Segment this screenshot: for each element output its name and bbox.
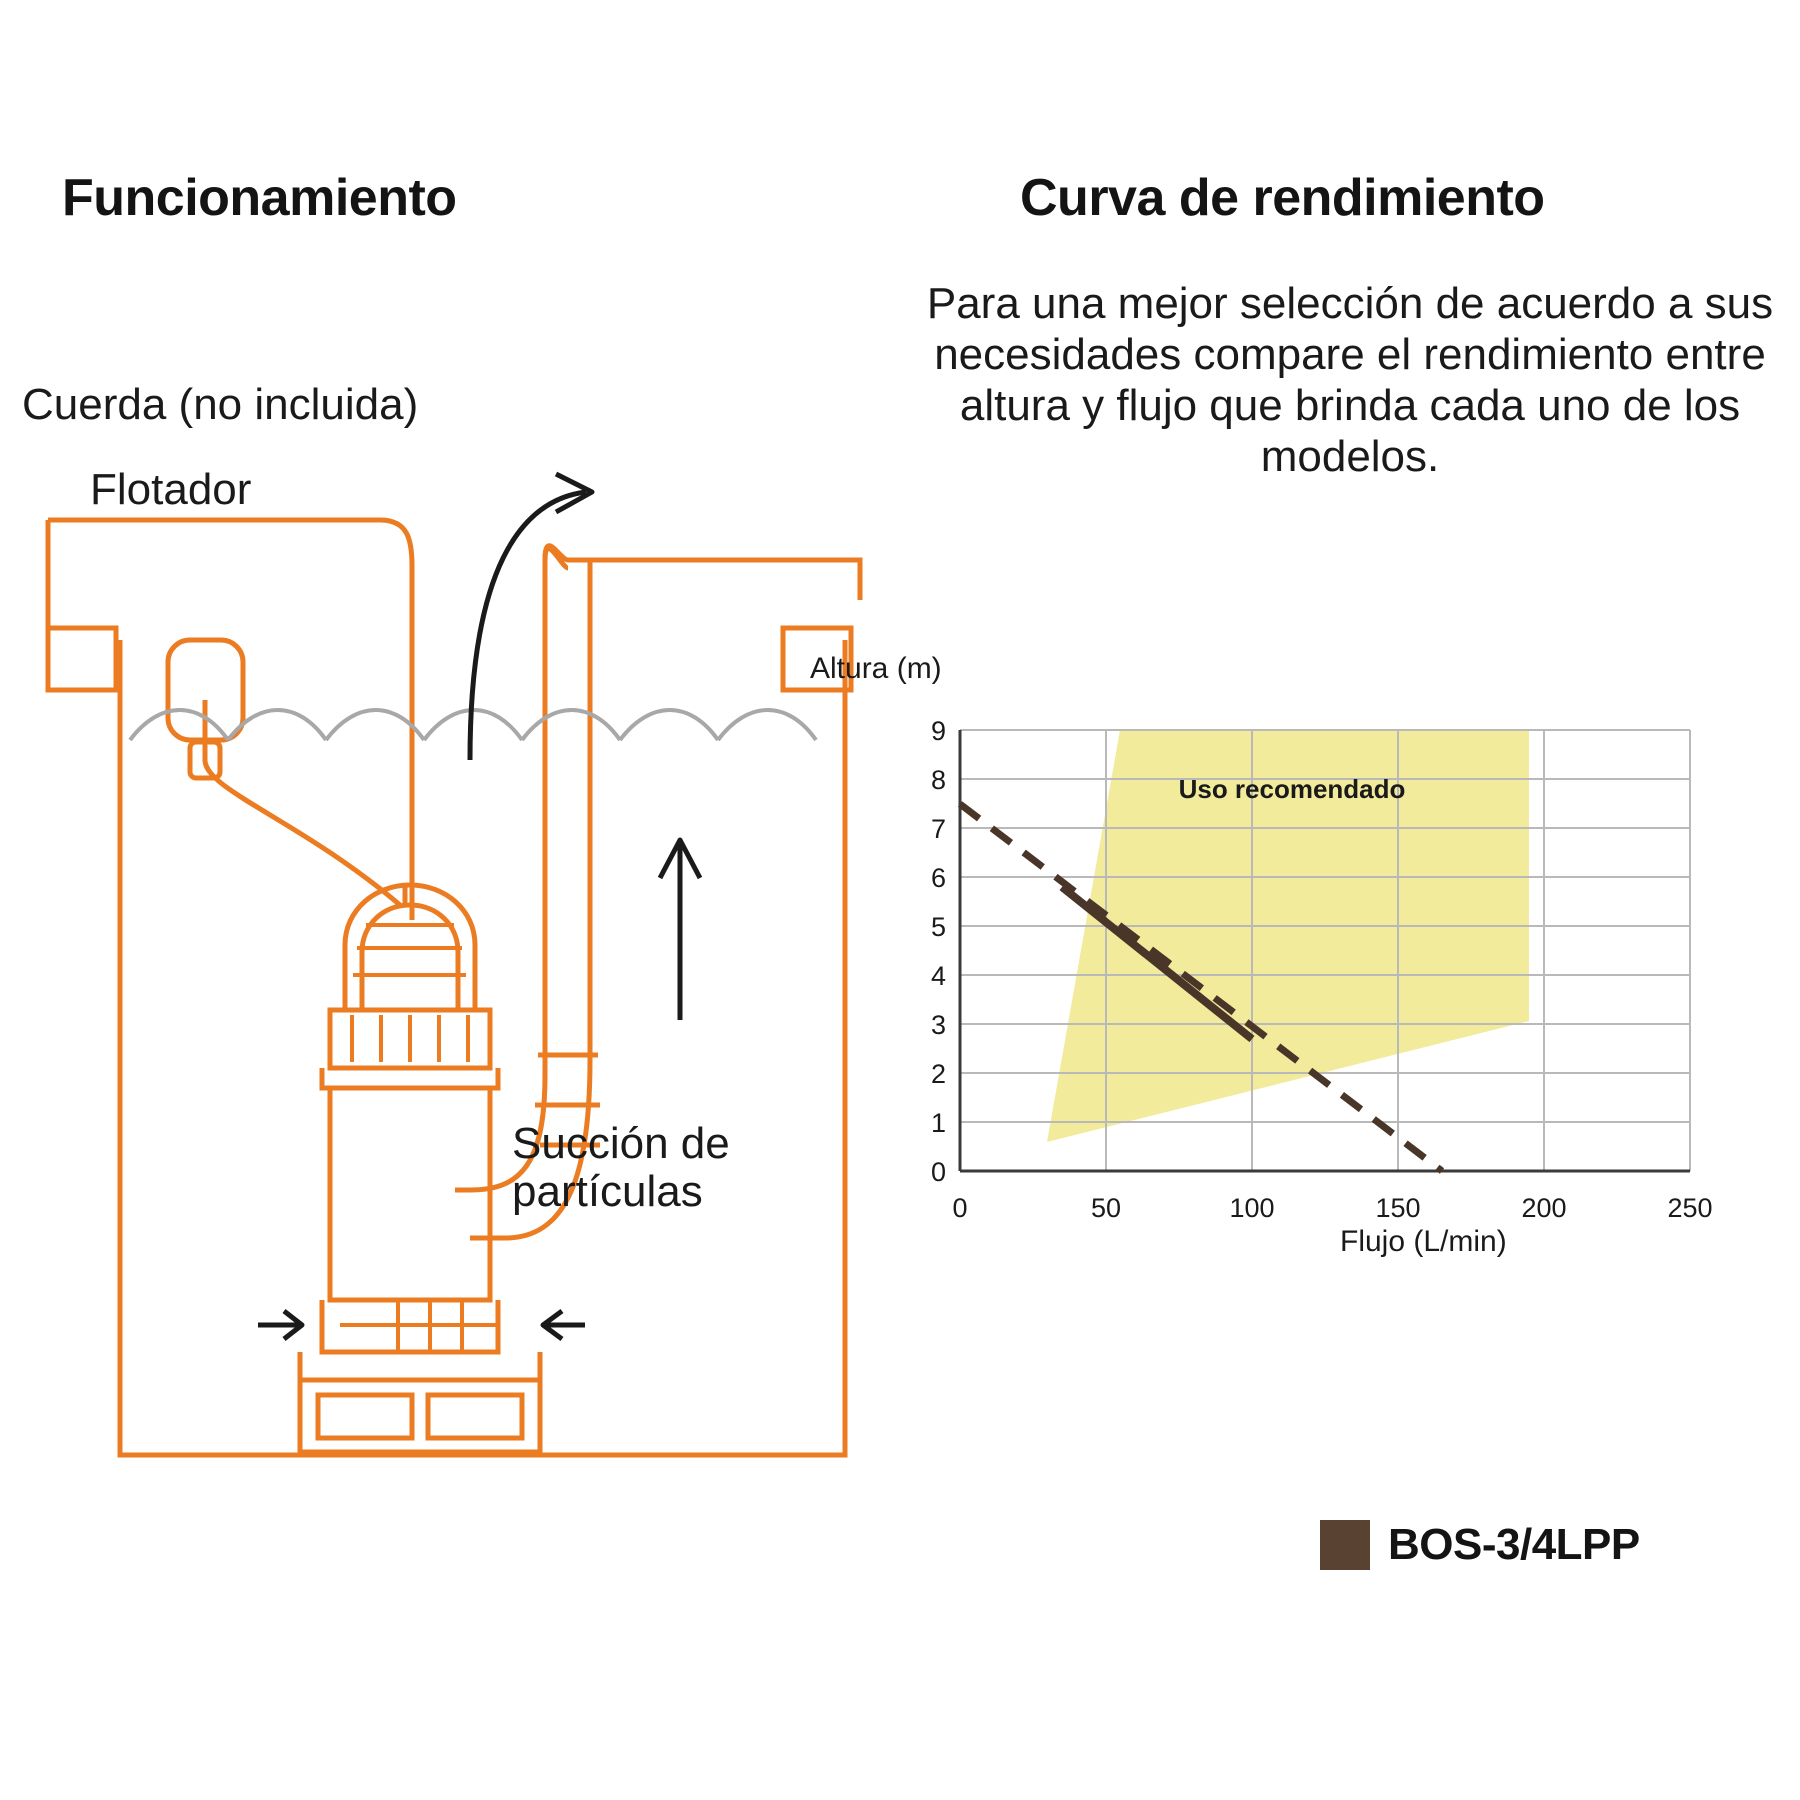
chart-legend: [1320, 1520, 1640, 1570]
svg-text:5: 5: [930, 912, 946, 942]
curva-heading: Curva de rendimiento: [1020, 169, 1545, 227]
chart-y-axis-label: Altura (m): [810, 652, 942, 685]
svg-text:0: 0: [952, 1193, 968, 1223]
curva-description: Para una mejor selección de acuerdo a sus necesidades compare el rendimiento entre altura y flujo que brinda cada uno de los modelos.: [926, 279, 1774, 482]
label-suction: [512, 1120, 752, 1215]
svg-text:7: 7: [930, 814, 946, 844]
label-suction-line1: Succión de: [512, 1119, 730, 1168]
label-suction-line2: partículas: [512, 1166, 703, 1216]
svg-text:200: 200: [1521, 1193, 1567, 1223]
chart-x-axis-label: Flujo (L/min): [1340, 1225, 1507, 1258]
label-float: Flotador: [90, 465, 252, 514]
svg-text:1: 1: [930, 1108, 946, 1138]
svg-text:2: 2: [930, 1059, 946, 1089]
legend-swatch-bos34lpp: [1320, 1520, 1370, 1570]
svg-text:150: 150: [1375, 1193, 1421, 1223]
performance-chart: [810, 652, 1800, 1320]
svg-text:0: 0: [930, 1157, 946, 1187]
svg-text:250: 250: [1667, 1193, 1713, 1223]
svg-text:6: 6: [930, 863, 946, 893]
svg-text:8: 8: [930, 765, 946, 795]
label-rope: Cuerda (no incluida): [22, 380, 419, 429]
svg-text:50: 50: [1090, 1193, 1122, 1223]
legend-label-bos34lpp: BOS-3/4LPP: [1388, 1520, 1640, 1569]
svg-text:4: 4: [930, 961, 946, 991]
svg-text:3: 3: [930, 1010, 946, 1040]
recommended-use-label: Uso recomendado: [1178, 774, 1406, 804]
svg-text:100: 100: [1229, 1193, 1275, 1223]
funcionamiento-heading: Funcionamiento: [62, 169, 457, 227]
svg-text:9: 9: [930, 720, 946, 746]
